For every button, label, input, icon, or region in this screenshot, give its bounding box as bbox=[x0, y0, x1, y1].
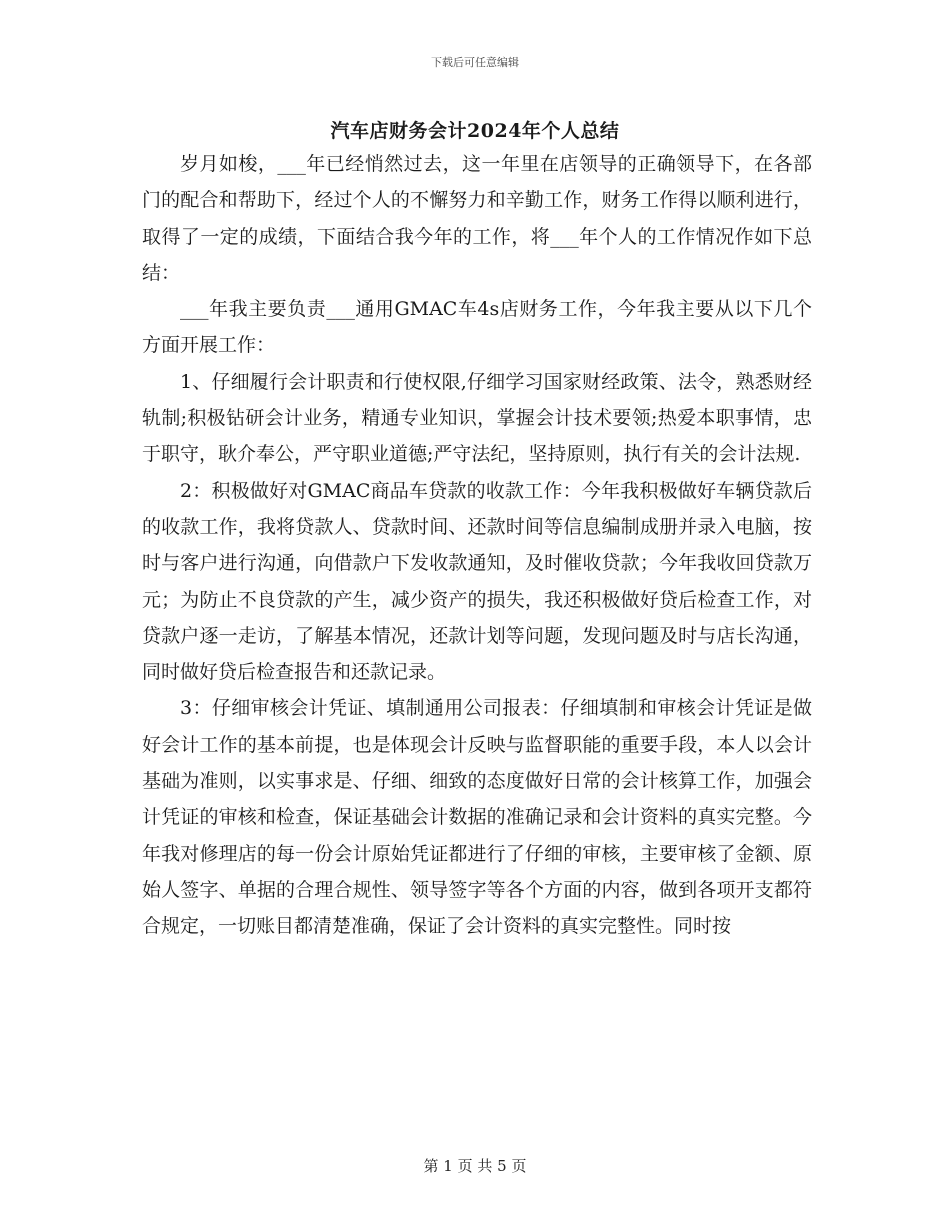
paragraph-item-3: 3：仔细审核会计凭证、填制通用公司报表：仔细填制和审核会计凭证是做好会计工作的基本前提，也是体现会计反映与监督职能的重要手段，本人以会计基础为准则，以实事求是、仔细、细致的态度做好日常的会计核算工作，加强会计凭证的审核和检查，保证基础会计数据的准确记录和会计资料的真实完整。今年我对修理店的每一份会计原始凭证都进行了仔细的审核，主要审核了金额、原始人签字、单据的合理合规性、领导签字等各个方面的内容，做到各项开支都符合规定，一切账目都清楚准确，保证了会计资料的真实完整性。同时按 bbox=[142, 697, 812, 938]
paragraph-item-1: 1、仔细履行会计职责和行使权限,仔细学习国家财经政策、法令，熟悉财经轨制;积极钻研会计业务，精通专业知识，掌握会计技术要领;热爱本职事情，忠于职守，耿介奉公，严守职业道德;严守法纪，坚持原则，执行有关的会计法规. bbox=[142, 370, 812, 466]
page-number-footer: 第 1 页 共 5 页 bbox=[423, 1157, 527, 1175]
document-title: 汽车店财务会计2024年个人总结 bbox=[330, 120, 620, 142]
paragraph-intro: 岁月如梭，___年已经悄然过去，这一年里在店领导的正确领导下，在各部门的配合和帮助下，经过个人的不懈努力和辛勤工作，财务工作得以顺利进行，取得了一定的成绩，下面结合我今年的工作，将___年个人的工作情况作如下总结： bbox=[142, 153, 812, 284]
document-body bbox=[142, 146, 812, 945]
paragraph-item-2: 2：积极做好对GMAC商品车贷款的收款工作：今年我积极做好车辆贷款后的收款工作，我将贷款人、贷款时间、还款时间等信息编制成册并录入电脑，按时与客户进行沟通，向借款户下发收款通知，及时催收贷款；今年我收回贷款万元；为防止不良贷款的产生，减少资产的损失，我还积极做好贷后检查工作，对贷款户逐一走访，了解基本情况，还款计划等问题，发现问题及时与店长沟通，同时做好贷后检查报告和还款记录。 bbox=[142, 479, 812, 684]
header-note: 下载后可任意编辑 bbox=[431, 56, 519, 69]
paragraph-responsibility: ___年我主要负责___通用GMAC车4s店财务工作，今年我主要从以下几个方面开展工作： bbox=[142, 298, 812, 357]
